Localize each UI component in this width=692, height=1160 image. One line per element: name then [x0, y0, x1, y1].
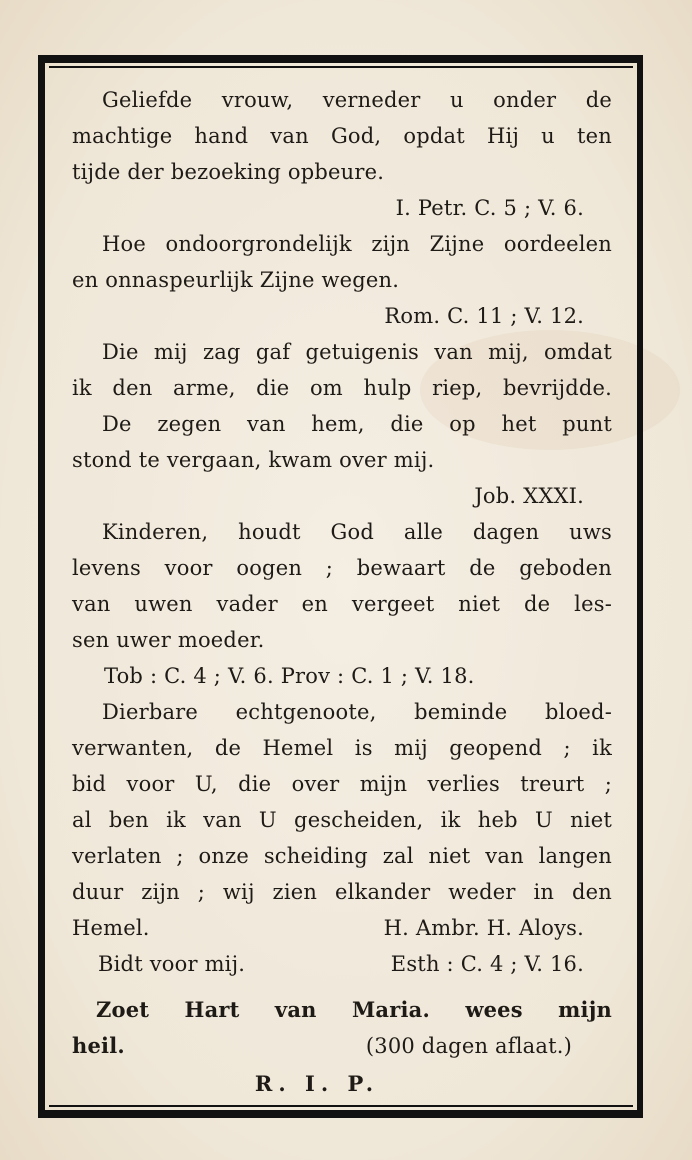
- verse-line: tijde der bezoeking opbeure.: [72, 160, 385, 184]
- invocation-row: [72, 1028, 612, 1064]
- invocation-line: Zoet Hart van Maria. wees mijn: [96, 997, 612, 1022]
- verse-block: [72, 226, 612, 334]
- verse-block: [72, 694, 612, 946]
- verse-line: Dierbare echtgenoote, beminde bloed-: [102, 700, 612, 724]
- verse-line: van uwen vader en vergeet niet de les-: [72, 592, 612, 616]
- closing-row: [72, 946, 612, 982]
- verse-line: stond te vergaan, kwam over mij.: [72, 448, 435, 472]
- prayer-text: Bidt voor mij.: [98, 952, 246, 976]
- verse-line: De zegen van hem, die op het punt: [102, 412, 612, 436]
- verse-line: Hoe ondoorgrondelijk zijn Zijne oordeelen: [102, 232, 612, 256]
- verse-block: [72, 514, 612, 694]
- verse-line: ik den arme, die om hulp riep, bevrijdde.: [72, 376, 612, 400]
- verse-reference: I. Petr. C. 5 ; V. 6.: [395, 196, 584, 220]
- verse-line: en onnaspeurlijk Zijne wegen.: [72, 268, 400, 292]
- verse-line: bid voor U, die over mijn verlies treurt ;: [72, 772, 612, 796]
- verse-reference: Job. XXXI.: [474, 484, 584, 508]
- card-text: [72, 82, 612, 1102]
- verse-line: machtige hand van God, opdat Hij u ten: [72, 124, 612, 148]
- verse-line: Hemel.: [72, 916, 150, 940]
- indulgence-note: (300 dagen aflaat.): [365, 1034, 572, 1058]
- invocation-line: heil.: [72, 1033, 125, 1058]
- rip-text: R. I. P.: [254, 1071, 380, 1096]
- verse-reference: Tob : C. 4 ; V. 6. Prov : C. 1 ; V. 18.: [104, 664, 475, 688]
- verse-line: verlaten ; onze scheiding zal niet van langen: [72, 844, 612, 868]
- verse-block: [72, 82, 612, 226]
- verse-line: levens voor oogen ; bewaart de geboden: [72, 556, 612, 580]
- verse-line: sen uwer moeder.: [72, 628, 265, 652]
- verse-block: [72, 334, 612, 514]
- verse-reference: Rom. C. 11 ; V. 12.: [384, 304, 584, 328]
- verse-line: Geliefde vrouw, verneder u onder de: [102, 88, 612, 112]
- verse-line: verwanten, de Hemel is mij geopend ; ik: [72, 736, 612, 760]
- verse-reference: H. Ambr. H. Aloys.: [383, 916, 584, 940]
- verse-line: al ben ik van U gescheiden, ik heb U niet: [72, 808, 612, 832]
- prayer-reference: Esth : C. 4 ; V. 16.: [390, 952, 584, 976]
- invocation-block: [72, 992, 612, 1102]
- verse-line: Kinderen, houdt God alle dagen uws: [102, 520, 612, 544]
- verse-line: Die mij zag gaf getuigenis van mij, omdat: [102, 340, 612, 364]
- verse-final-row: [72, 910, 612, 946]
- verse-line: duur zijn ; wij zien elkander weder in den: [72, 880, 612, 904]
